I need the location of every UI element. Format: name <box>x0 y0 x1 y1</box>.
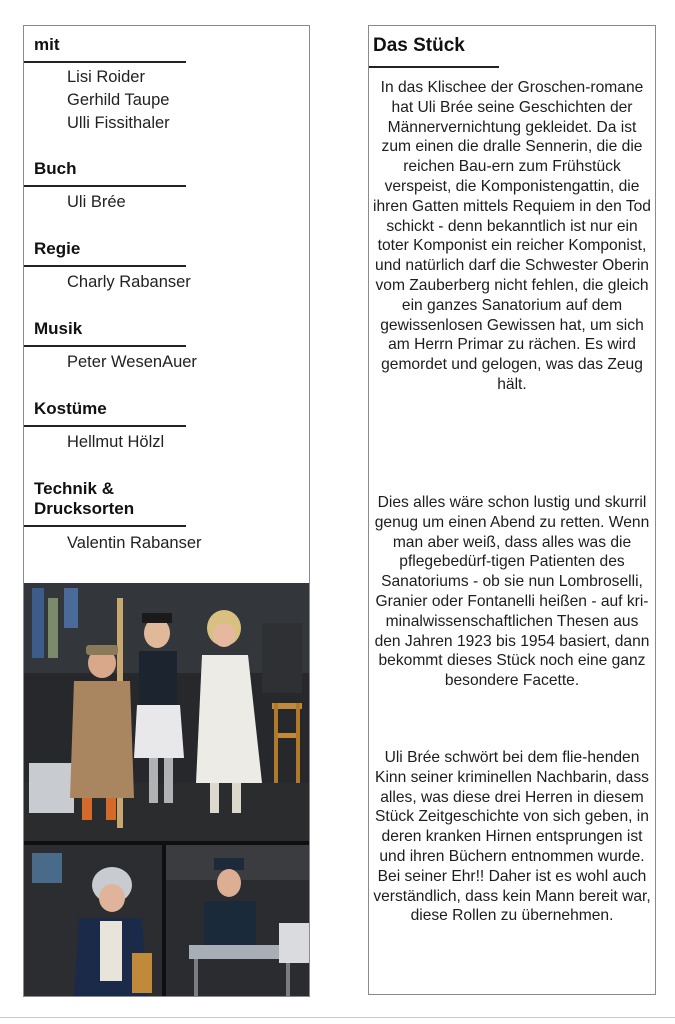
credit-heading-direction: Regie <box>34 239 81 258</box>
title-rule <box>369 66 499 68</box>
credit-name: Hellmut Hölzl <box>67 433 165 451</box>
credit-names-cast <box>67 66 170 135</box>
story-title: Das Stück <box>373 35 465 56</box>
credit-heading-technik: Technik & Drucksorten <box>34 479 135 518</box>
story-paragraph: Dies alles wäre schon lustig und skurril genug um einen Abend zu retten. Wenn man aber weiß, dass alles was die pflegebedürf-tigen Patienten des Sanatoriums - ob sie nun Lombroselli, Granier oder Fontanelli heißen - auf kri-minalwissenschaftlichen Thesen aus den Jahren 1923 bis 1954 basiert, dann bekommt dieses Stück noch eine ganz besondere Facette. <box>374 494 650 690</box>
stage-photo-collage <box>24 583 309 997</box>
credit-name: Peter WesenAuer <box>67 353 197 371</box>
credit-name: Gerhild Taupe <box>67 91 170 109</box>
credit-names-costumes <box>67 431 164 454</box>
credits-panel <box>23 25 310 997</box>
credit-name: Ulli Fissithaler <box>67 114 170 132</box>
credit-name: Charly Rabanser <box>67 273 191 291</box>
credit-name: Uli Brée <box>67 193 126 211</box>
credit-heading-music: Musik <box>34 319 83 338</box>
credit-rule <box>24 525 186 527</box>
credit-names-book <box>67 191 126 214</box>
stage-photo-image <box>24 583 309 997</box>
credit-names-technik <box>67 532 202 555</box>
credit-name: Valentin Rabanser <box>67 534 202 552</box>
page-bottom-rule <box>0 1017 675 1018</box>
credit-heading-costumes: Kostüme <box>34 399 107 418</box>
credit-rule <box>24 61 186 63</box>
story-paragraph: In das Klischee der Groschen-romane hat Uli Brée seine Geschichten der Männervernichtung gekleidet. Da ist zum einen die dralle Sennerin, die die reichen Bau-ern zum Frühstück verspeist, die Komponistengattin, die ihren Gatten mittels Requiem in den Tod schickt - denn bekanntlich ist nur ein toter Komponist ein reicher Komponist, und natürlich darf die Schwester Oberin vom Zauberberg nicht fehlen, die gleich ein ganzes Sanatorium auf dem gewissenlosen Gewissen hat, um sich am Herrn Primar zu rächen. Es wird gemordet und gelogen, was das Zeug hält. <box>373 79 651 393</box>
credit-rule <box>24 185 186 187</box>
credit-heading-book: Buch <box>34 159 77 178</box>
credit-names-direction <box>67 271 191 294</box>
credit-rule <box>24 425 186 427</box>
story-panel <box>368 25 656 995</box>
credit-names-music <box>67 351 197 374</box>
credit-heading-cast: mit <box>34 35 60 54</box>
story-paragraph: Uli Brée schwört bei dem flie-henden Kinn seiner kriminellen Nachbarin, dass alles, was diese drei Herren in diesem Stück Zeitgeschichte von sich geben, in deren kranken Hirnen entsprungen ist und ihren Büchern entnommen wurde. Bei seiner Ehr!! Daher ist es wohl auch verständlich, dass kein Mann bereit war, diese Rollen zu übernehmen. <box>373 749 651 925</box>
credit-name: Lisi Roider <box>67 68 145 86</box>
credit-rule <box>24 265 186 267</box>
credit-rule <box>24 345 186 347</box>
